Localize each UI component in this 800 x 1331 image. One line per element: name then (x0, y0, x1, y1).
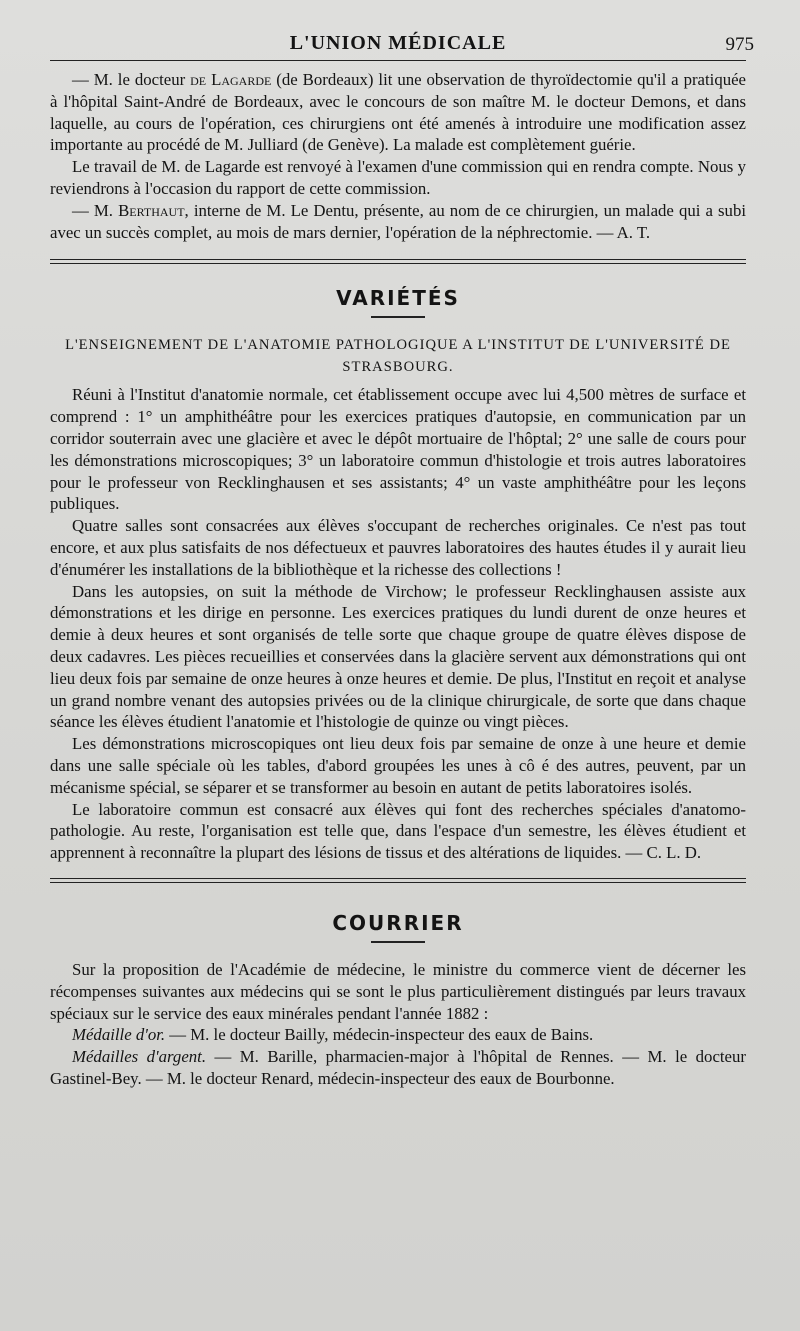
section-divider (50, 878, 746, 883)
running-head (50, 32, 754, 60)
varietes-paragraph: Quatre salles sont consacrées aux élèves s'occupant de recherches originales. Ce n'est pas tout encore, et aux plus satisfaits de nos défectueux et pauvres laboratoires des hautes études il y aurait lieu d'énumérer les installations de la bibliothèque et la richesse des collections ! (50, 516, 746, 579)
article-heading: L'ENSEIGNEMENT DE L'ANATOMIE PATHOLOGIQUE A L'INSTITUT DE L'UNIVERSITÉ DE STRASBOURG. (65, 337, 731, 376)
report-berthaut-start: — M. (72, 200, 119, 220)
silver-medal-entry (50, 1046, 746, 1090)
gold-medal-label: Médaille d'or. (72, 1025, 166, 1045)
section-divider (50, 259, 746, 264)
report-berthaut-rest: , interne de M. Le Dentu, présente, au nom de ce chirurgien, un malade qui a subi avec un succès complet, au mois de mars dernier, l'opération de la néphrectomie. — A. T. (50, 200, 747, 242)
varietes-title: VARIÉTÉS (336, 286, 460, 311)
varietes-title-underline (371, 316, 425, 318)
report-lagarde-rest: (de Bordeaux) lit une observation de thyroïdectomie qu'il a pratiquée à l'hôpital Saint-André de Bordeaux, avec le concours de son maître M. le docteur Demons, et dans laquelle, au cours de l'opération, ces chirurgiens ont été amenés à introduire une modification assez importante au procédé de M. Julliard (de Genève). La malade est complètement guérie. (50, 70, 747, 155)
author-berthaut: Berthaut (118, 200, 185, 220)
varietes-paragraph: Dans les autopsies, on suit la méthode de Virchow; le professeur Recklinghausen assiste aux démonstrations et les dirige en personne. Les exercices pratiques du lundi durent de onze heures et demie à deux heures et sont organisés de telle sorte que chaque groupe de quatre élèves dispose de deux cadavres. Les pièces recueillies et conservées dans la glacière servent aux démonstrations qui ont lieu deux fois par semaine de onze heures à onze heures et demie. De plus, l'Institut en reçoit et analyse un grand nombre venant des autopsies privées ou de la clinique chirurgicale, de sorte que dans chaque séance les élèves étudient l'anatomie et l'histologie de quinze ou vingt pièces. (50, 581, 746, 732)
silver-medal-text: — M. Barille, pharmacien-major à l'hôpital de Rennes. — M. le docteur Gastinel-Bey. — M. le docteur Renard, médecin-inspecteur des eaux de Bourbonne. (50, 1047, 746, 1088)
varietes-paragraph: Réuni à l'Institut d'anatomie normale, cet établissement occupe avec lui 4,500 mètres de surface et comprend : 1° un amphithéâtre pour les exercices pratiques d'autopsie, en communication par un corridor souterrain avec une glacière et avec le dépôt mortuaire de l'hôptal; 2° une salle de cours pour les démonstrations microscopiques; 3° un laboratoire commun d'histologie et trois autres laboratoires pour le professeur von Recklinghausen et ses assistants; 4° un vaste amphithéâtre pour les leçons publiques. (50, 385, 746, 514)
varietes-paragraph: Le laboratoire commun est consacré aux élèves qui font des recherches spéciales d'anatomo-pathologie. Au reste, l'organisation est telle que, dans l'espace d'un semestre, les élèves étudient et apprennent à reconnaître la plupart des lésions de tissus et des altérations de liquides. — C. L. D. (50, 799, 746, 863)
courrier-title: COURRIER (332, 910, 464, 935)
report-lagarde-followup: Le travail de M. de Lagarde est renvoyé à l'examen d'une commission qui en rendra compte. Nous y reviendrons à l'occasion du rapport de cette commission. (50, 157, 746, 198)
report-lagarde-start: — M. le docteur (72, 70, 191, 89)
silver-medal-label: Médailles d'argent. (72, 1047, 207, 1067)
report-lagarde (50, 69, 746, 156)
varietes-paragraph: Les démonstrations microscopiques ont lieu deux fois par semaine de onze à une heure et demie dans une salle spéciale où les tables, d'abord groupées les unes à cô é des autres, peuvent, par un mécanisme spécial, se séparer et se transformer au besoin en autant de petits laboratoires isolés. (50, 734, 746, 797)
journal-title: L'UNION MÉDICALE (289, 32, 507, 54)
header-rule (50, 60, 746, 61)
page-number: 975 (725, 34, 754, 55)
gold-medal-text: — M. le docteur Bailly, médecin-inspecteur des eaux de Bains. (165, 1025, 594, 1045)
author-lagarde: de Lagarde (190, 70, 272, 89)
report-berthaut (50, 200, 746, 244)
gold-medal-entry (50, 1024, 746, 1046)
courrier-intro: Sur la proposition de l'Académie de médecine, le ministre du commerce vient de décerner les récompenses suivantes aux médecins qui se sont le plus particulièrement distingués par leurs travaux spéciaux sur le service des eaux minérales pendant l'année 1882 : (50, 959, 746, 1023)
courrier-title-underline (371, 941, 425, 943)
